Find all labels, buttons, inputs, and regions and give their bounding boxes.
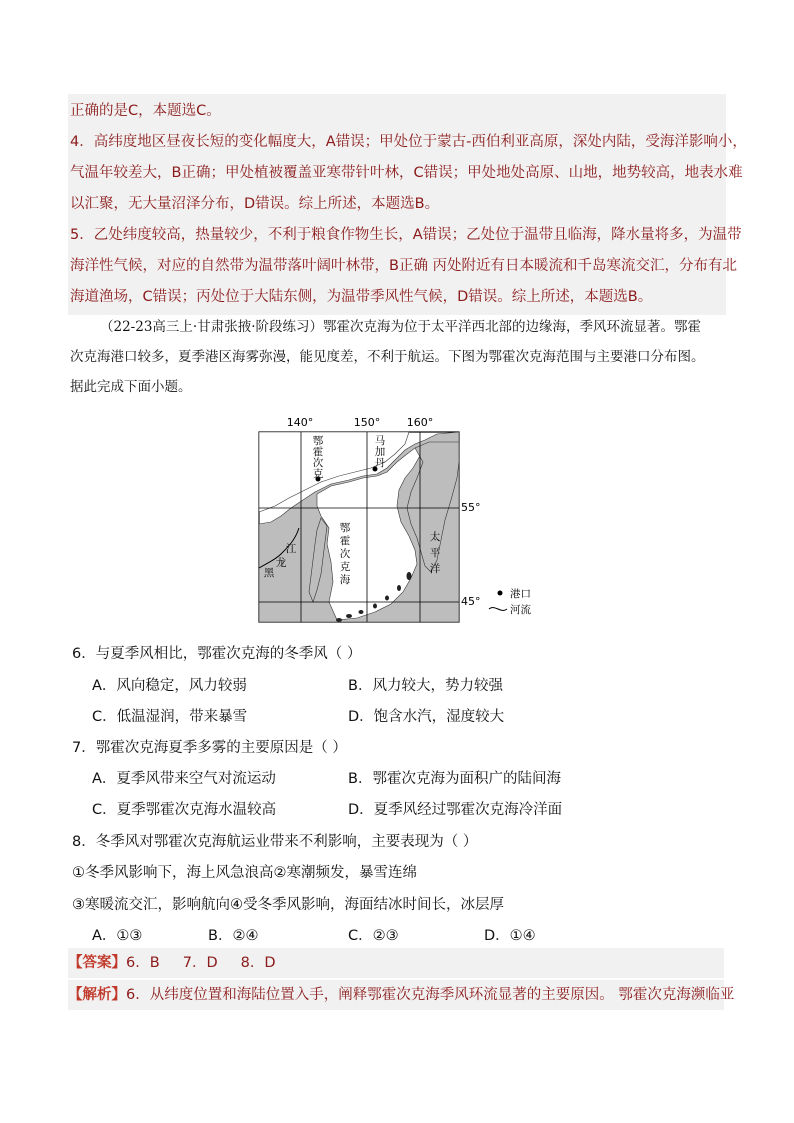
q6-option-c[interactable]: C．低温湿润，带来暴雪 (92, 709, 248, 725)
answer-line: 正确的是C，本题选C。 (70, 103, 221, 119)
svg-text:洋: 洋 (429, 563, 441, 575)
sea-label (340, 522, 351, 586)
analysis-text: 6．从纬度位置和海陆位置入手，阐释鄂霍次克海季风环流显著的主要原因。 鄂霍次克海濒临亚 (126, 987, 735, 1003)
port2-label (375, 435, 386, 469)
ocean-label (430, 530, 441, 575)
question-intro (70, 312, 726, 402)
svg-text:江: 江 (285, 543, 297, 555)
lat-label-55: 55° (461, 501, 481, 514)
q8-option-d[interactable]: D．①④ (484, 928, 536, 944)
legend-port-icon (498, 591, 503, 596)
question-8-stem: 8．冬季风对鄂霍次克海航运业带来不利影响，主要表现为（ ） (72, 834, 478, 850)
svg-text:太: 太 (429, 531, 441, 543)
svg-text:黑: 黑 (263, 567, 275, 579)
lon-label-140: 140° (286, 416, 314, 429)
answer-line: 4．高纬度地区昼夜长短的变化幅度大，A错误；甲处位于蒙古-西伯利亚高原，深处内陆，受海洋影响小， (70, 134, 747, 150)
legend-port-label: 港口 (510, 588, 531, 600)
q7-option-c[interactable]: C．夏季鄂霍次克海水温较高 (92, 802, 277, 818)
legend-river-label: 河流 (510, 604, 531, 616)
q8-statement-line-1: ①冬季风影响下，海上风急浪高②寒潮频发，暴雪连绵 (72, 865, 417, 881)
lat-label-45: 45° (461, 595, 481, 608)
svg-text:龙: 龙 (275, 557, 287, 569)
svg-text:海: 海 (339, 574, 351, 586)
q7-option-d[interactable]: D．夏季风经过鄂霍次克海冷洋面 (348, 802, 563, 818)
svg-text:平: 平 (429, 547, 441, 559)
answer-key-bar (68, 948, 724, 978)
answer-tag: 【答案】 (68, 955, 126, 971)
answer-key-text: 6．B 7．D 8．D (126, 955, 276, 971)
answer-line: 海洋性气候，对应的自然带为温带落叶阔叶林带，B正确 丙处附近有日本暖流和千岛寒流交汇，分布有北 (70, 258, 738, 274)
q8-statement-line-2: ③寒暖流交汇，影响航向④受冬季风影响，海面结冰时间长，冰层厚 (72, 897, 504, 913)
intro-line: 据此完成下面小题。 (70, 379, 192, 395)
intro-line: （22-23高三上·甘肃张掖·阶段练习）鄂霍次克海为位于太平洋西北部的边缘海，季风环流显著。鄂霍 (100, 319, 701, 335)
q6-option-d[interactable]: D．饱含水汽，湿度较大 (348, 709, 505, 725)
port1-label (313, 435, 324, 480)
q7-option-a[interactable]: A．夏季风带来空气对流运动 (92, 771, 276, 787)
okhotsk-sea-map (245, 412, 555, 630)
q8-option-c[interactable]: C．②③ (348, 928, 399, 944)
svg-text:鄂: 鄂 (312, 435, 324, 447)
q8-option-b[interactable]: B．②④ (208, 928, 259, 944)
svg-text:次: 次 (312, 457, 324, 469)
answer-line: 以汇聚，无大量沼泽分布，D错误。综上所述，本题选B。 (70, 196, 440, 212)
svg-text:克: 克 (339, 561, 351, 573)
question-7-stem: 7．鄂霍次克海夏季多雾的主要原因是（ ） (72, 740, 347, 756)
svg-text:霍: 霍 (339, 535, 351, 547)
question-6-stem: 6．与夏季风相比，鄂霍次克海的冬季风（ ） (72, 646, 362, 662)
svg-text:克: 克 (312, 468, 324, 480)
q8-option-a[interactable]: A．①③ (92, 928, 143, 944)
q6-option-b[interactable]: B．风力较大，势力较强 (348, 678, 503, 694)
answer-explanation-block (68, 94, 747, 315)
q6-option-a[interactable]: A．风向稳定，风力较弱 (92, 678, 247, 694)
svg-text:加: 加 (374, 446, 386, 458)
svg-text:丹: 丹 (374, 457, 386, 469)
svg-text:鄂: 鄂 (339, 522, 351, 534)
svg-text:次: 次 (339, 548, 351, 560)
svg-text:霍: 霍 (312, 446, 324, 458)
svg-text:马: 马 (374, 435, 386, 447)
lon-label-150: 150° (353, 416, 381, 429)
analysis-bar (68, 980, 735, 1010)
answer-line: 5．乙处纬度较高，热量较少，不利于粮食作物生长，A错误；乙处位于温带且临海，降水量将多，为温带 (70, 227, 742, 243)
answer-line: 海道渔场，C错误；丙处位于大陆东侧，为温带季风性气候，D错误。综上所述，本题选B。 (70, 289, 653, 305)
q7-option-b[interactable]: B．鄂霍次克海为面积广的陆间海 (348, 771, 561, 787)
lon-label-160: 160° (406, 416, 434, 429)
answer-line: 气温年较差大，B正确；甲处植被覆盖亚寒带针叶林，C错误；甲处地处高原、山地，地势较高，地表水难 (70, 165, 743, 181)
intro-line: 次克海港口较多，夏季港区海雾弥漫，能见度差，不利于航运。下图为鄂霍次克海范围与主要港口分布图。 (70, 349, 705, 365)
legend-river-icon (489, 608, 507, 611)
analysis-tag: 【解析】 (68, 987, 126, 1003)
